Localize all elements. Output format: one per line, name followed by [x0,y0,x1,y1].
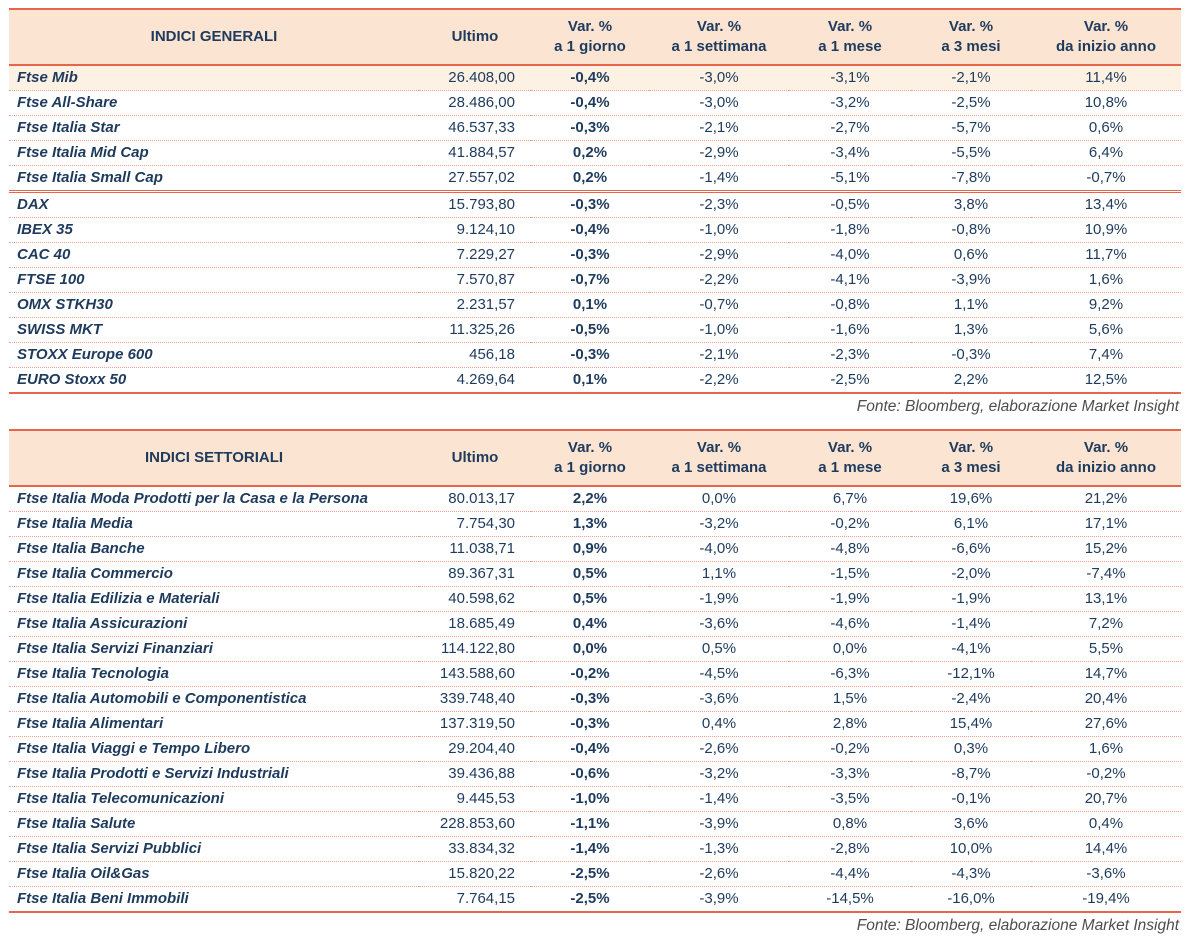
var-value: -3,0% [649,91,789,116]
last-value: 114.122,80 [419,637,531,662]
var-value: 1,6% [1031,737,1181,762]
table-row [9,91,1181,116]
var-value: -2,3% [649,192,789,218]
table-row [9,141,1181,166]
var-value: 1,1% [911,293,1031,318]
index-name: Ftse Italia Commercio [9,562,419,587]
last-value: 26.408,00 [419,65,531,91]
last-value: 29.204,40 [419,737,531,762]
var-value: -4,0% [789,243,911,268]
table-row [9,587,1181,612]
last-value: 7.764,15 [419,887,531,913]
var-value: -2,1% [649,343,789,368]
table-row [9,562,1181,587]
var-value: -5,1% [789,166,911,192]
var-value: -0,2% [531,662,649,687]
index-name: Ftse Italia Servizi Pubblici [9,837,419,862]
var-value: -4,0% [649,537,789,562]
var-value: 2,8% [789,712,911,737]
table-row [9,812,1181,837]
var-value: -0,3% [531,192,649,218]
var-label: Var. % [1083,439,1129,456]
last-value: 40.598,62 [419,587,531,612]
var-value: 0,8% [789,812,911,837]
table-row [9,166,1181,192]
var-value: -3,9% [649,812,789,837]
var-value: -0,3% [531,687,649,712]
var-value: -2,5% [911,91,1031,116]
table-row [9,737,1181,762]
var-value: 10,0% [911,837,1031,862]
var-value: -12,1% [911,662,1031,687]
table-row [9,243,1181,268]
var-value: -0,4% [531,65,649,91]
var-label: Var. % [827,18,873,35]
var-value: -0,2% [1031,762,1181,787]
var-value: -3,6% [1031,862,1181,887]
var-value: 0,4% [1031,812,1181,837]
source-note: Fonte: Bloomberg, elaborazione Market Insight [856,917,1179,934]
var-value: -3,9% [911,268,1031,293]
index-name: DAX [9,192,419,218]
table-row [9,116,1181,141]
index-name: IBEX 35 [9,218,419,243]
var-value: -0,8% [789,293,911,318]
var-value: -0,3% [531,712,649,737]
var-value: 1,5% [789,687,911,712]
var-value: 19,6% [911,486,1031,512]
table-row [9,537,1181,562]
col-header-var-1-giorno [531,430,649,486]
var-value: 0,4% [649,712,789,737]
var-label: Var. % [948,439,994,456]
var-value: 7,2% [1031,612,1181,637]
header-row [9,430,1181,486]
last-value: 80.013,17 [419,486,531,512]
var-value: -4,1% [911,637,1031,662]
var-value: -0,7% [1031,166,1181,192]
table-row [9,268,1181,293]
table-row [9,787,1181,812]
var-value: 15,2% [1031,537,1181,562]
var-label: Var. % [696,439,742,456]
var-value: 17,1% [1031,512,1181,537]
period-label: da inizio anno [1056,459,1156,476]
var-value: -5,5% [911,141,1031,166]
var-value: 0,9% [531,537,649,562]
var-value: -4,6% [789,612,911,637]
last-value: 11.325,26 [419,318,531,343]
index-name: Ftse Italia Mid Cap [9,141,419,166]
last-value: 11.038,71 [419,537,531,562]
last-value: 7.570,87 [419,268,531,293]
col-header-var-1-settimana [649,430,789,486]
var-value: 0,1% [531,293,649,318]
var-value: 15,4% [911,712,1031,737]
var-value: 0,1% [531,368,649,394]
table-row [9,637,1181,662]
var-value: -1,6% [789,318,911,343]
header-row [9,9,1181,65]
var-value: -3,2% [649,762,789,787]
index-name: EURO Stoxx 50 [9,368,419,394]
var-value: 27,6% [1031,712,1181,737]
period-label: a 1 settimana [671,38,767,55]
var-value: 12,5% [1031,368,1181,394]
var-value: -7,8% [911,166,1031,192]
var-value: -4,3% [911,862,1031,887]
index-name: Ftse Italia Star [9,116,419,141]
var-label: Var. % [567,439,613,456]
var-value: -0,3% [531,243,649,268]
var-value: -3,2% [789,91,911,116]
var-value: -2,6% [649,737,789,762]
index-name: Ftse Italia Tecnologia [9,662,419,687]
var-value: 0,6% [1031,116,1181,141]
var-value: -3,5% [789,787,911,812]
var-label: Var. % [567,18,613,35]
var-value: 0,5% [531,587,649,612]
var-value: -0,6% [531,762,649,787]
last-value: 7.754,30 [419,512,531,537]
var-value: 20,4% [1031,687,1181,712]
var-value: -2,9% [649,243,789,268]
var-value: -0,2% [789,737,911,762]
var-value: -14,5% [789,887,911,913]
period-label: a 1 mese [818,38,882,55]
var-value: -2,4% [911,687,1031,712]
var-value: -0,3% [911,343,1031,368]
var-value: -1,5% [789,562,911,587]
last-value: 46.537,33 [419,116,531,141]
var-value: 0,2% [531,166,649,192]
var-value: -0,8% [911,218,1031,243]
var-value: -3,1% [789,65,911,91]
table-row [9,762,1181,787]
var-value: -3,0% [649,65,789,91]
var-value: -4,1% [789,268,911,293]
index-name: STOXX Europe 600 [9,343,419,368]
col-header-var-3-mesi [911,430,1031,486]
table-row [9,712,1181,737]
var-value: -1,4% [531,837,649,862]
var-value: -1,3% [649,837,789,862]
index-name: Ftse Italia Prodotti e Servizi Industriali [9,762,419,787]
table-row [9,318,1181,343]
var-value: 3,6% [911,812,1031,837]
index-name: SWISS MKT [9,318,419,343]
period-label: a 1 giorno [554,38,626,55]
table-row [9,662,1181,687]
var-value: -6,3% [789,662,911,687]
var-value: -3,6% [649,612,789,637]
var-value: 0,2% [531,141,649,166]
var-value: 0,0% [789,637,911,662]
var-value: -0,3% [531,343,649,368]
last-value: 33.834,32 [419,837,531,862]
var-value: -0,7% [531,268,649,293]
last-value: 143.588,60 [419,662,531,687]
var-value: -1,4% [649,166,789,192]
var-value: 13,1% [1031,587,1181,612]
var-value: 14,7% [1031,662,1181,687]
index-name: Ftse Italia Moda Prodotti per la Casa e la Persona [9,486,419,512]
last-value: 4.269,64 [419,368,531,394]
var-label: Var. % [948,18,994,35]
var-label: Var. % [827,439,873,456]
last-value: 339.748,40 [419,687,531,712]
var-value: 0,6% [911,243,1031,268]
index-name: Ftse All-Share [9,91,419,116]
period-label: a 1 mese [818,459,882,476]
var-value: -2,1% [911,65,1031,91]
var-value: 2,2% [911,368,1031,394]
var-value: -0,1% [911,787,1031,812]
table-row [9,65,1181,91]
index-name: Ftse Italia Oil&Gas [9,862,419,887]
index-name: Ftse Italia Salute [9,812,419,837]
col-header-var-1-giorno [531,9,649,65]
table-body [9,486,1181,912]
table-row [9,612,1181,637]
last-value: 228.853,60 [419,812,531,837]
var-label: Var. % [696,18,742,35]
var-value: -4,5% [649,662,789,687]
col-header-var-1-mese [789,430,911,486]
var-value: 1,3% [531,512,649,537]
index-name: Ftse Italia Viaggi e Tempo Libero [9,737,419,762]
var-value: 10,8% [1031,91,1181,116]
table-row [9,293,1181,318]
var-value: 0,3% [911,737,1031,762]
table-row [9,687,1181,712]
last-value: 41.884,57 [419,141,531,166]
period-label: a 1 settimana [671,459,767,476]
var-value: -6,6% [911,537,1031,562]
var-value: -0,4% [531,737,649,762]
var-value: 6,7% [789,486,911,512]
col-header-ultimo: Ultimo [419,9,531,65]
table-row [9,837,1181,862]
var-value: 6,4% [1031,141,1181,166]
last-value: 28.486,00 [419,91,531,116]
last-value: 15.820,22 [419,862,531,887]
var-value: 7,4% [1031,343,1181,368]
last-value: 9.124,10 [419,218,531,243]
var-value: 1,6% [1031,268,1181,293]
last-value: 137.319,50 [419,712,531,737]
source-note: Fonte: Bloomberg, elaborazione Market Insight [856,398,1179,415]
var-value: 11,4% [1031,65,1181,91]
index-name: FTSE 100 [9,268,419,293]
last-value: 27.557,02 [419,166,531,192]
var-value: -0,7% [649,293,789,318]
var-value: -2,2% [649,268,789,293]
var-value: 14,4% [1031,837,1181,862]
period-label: a 3 mesi [941,459,1001,476]
var-value: -1,4% [911,612,1031,637]
last-value: 89.367,31 [419,562,531,587]
var-value: -1,4% [649,787,789,812]
var-value: -0,5% [789,192,911,218]
var-value: -4,8% [789,537,911,562]
var-value: -16,0% [911,887,1031,913]
var-value: -2,8% [789,837,911,862]
var-value: -3,3% [789,762,911,787]
table-row [9,218,1181,243]
table-title: INDICI SETTORIALI [9,430,419,486]
table-row [9,486,1181,512]
var-value: -3,4% [789,141,911,166]
var-value: -0,5% [531,318,649,343]
last-value: 39.436,88 [419,762,531,787]
index-name: CAC 40 [9,243,419,268]
table-row [9,862,1181,887]
last-value: 15.793,80 [419,192,531,218]
var-value: -1,8% [789,218,911,243]
indici-generali-table [9,8,1181,394]
var-value: -1,9% [911,587,1031,612]
var-value: 3,8% [911,192,1031,218]
index-name: Ftse Italia Telecomunicazioni [9,787,419,812]
var-value: -4,4% [789,862,911,887]
index-name: Ftse Italia Beni Immobili [9,887,419,913]
table-row [9,887,1181,913]
col-header-var-1-settimana [649,9,789,65]
var-value: 10,9% [1031,218,1181,243]
index-name: OMX STKH30 [9,293,419,318]
var-value: 0,5% [649,637,789,662]
last-value: 2.231,57 [419,293,531,318]
var-value: 2,2% [531,486,649,512]
period-label: da inizio anno [1056,38,1156,55]
col-header-var-1-mese [789,9,911,65]
last-value: 9.445,53 [419,787,531,812]
table-row [9,368,1181,394]
table-row [9,192,1181,218]
var-value: -2,1% [649,116,789,141]
var-value: -19,4% [1031,887,1181,913]
index-name: Ftse Italia Automobili e Componentistica [9,687,419,712]
var-value: 0,5% [531,562,649,587]
index-name: Ftse Italia Assicurazioni [9,612,419,637]
period-label: a 3 mesi [941,38,1001,55]
last-value: 18.685,49 [419,612,531,637]
var-value: -1,1% [531,812,649,837]
var-value: -2,7% [789,116,911,141]
col-header-ultimo: Ultimo [419,430,531,486]
var-value: -0,2% [789,512,911,537]
var-value: -3,6% [649,687,789,712]
var-value: -8,7% [911,762,1031,787]
var-value: 5,6% [1031,318,1181,343]
var-value: 1,3% [911,318,1031,343]
period-label: a 1 giorno [554,459,626,476]
var-value: -5,7% [911,116,1031,141]
var-value: 11,7% [1031,243,1181,268]
var-value: -1,0% [649,218,789,243]
indici-settoriali-table [9,429,1181,913]
col-header-var-inizio-anno [1031,9,1181,65]
col-header-var-inizio-anno [1031,430,1181,486]
var-value: -1,9% [789,587,911,612]
var-value: -2,5% [531,887,649,913]
index-name: Ftse Mib [9,65,419,91]
col-header-var-3-mesi [911,9,1031,65]
index-name: Ftse Italia Small Cap [9,166,419,192]
var-value: -2,0% [911,562,1031,587]
var-value: -2,5% [789,368,911,394]
table-title: INDICI GENERALI [9,9,419,65]
var-value: -2,2% [649,368,789,394]
var-value: -0,3% [531,116,649,141]
last-value: 7.229,27 [419,243,531,268]
table-row [9,512,1181,537]
last-value: 456,18 [419,343,531,368]
var-value: 9,2% [1031,293,1181,318]
var-value: -2,3% [789,343,911,368]
var-value: -3,9% [649,887,789,913]
var-value: -2,5% [531,862,649,887]
var-value: 20,7% [1031,787,1181,812]
var-value: -3,2% [649,512,789,537]
var-value: 0,4% [531,612,649,637]
var-value: 0,0% [649,486,789,512]
var-value: -7,4% [1031,562,1181,587]
var-value: 21,2% [1031,486,1181,512]
index-name: Ftse Italia Servizi Finanziari [9,637,419,662]
var-value: 1,1% [649,562,789,587]
var-value: -1,0% [531,787,649,812]
var-value: -2,9% [649,141,789,166]
index-name: Ftse Italia Alimentari [9,712,419,737]
index-name: Ftse Italia Media [9,512,419,537]
var-value: 6,1% [911,512,1031,537]
index-name: Ftse Italia Edilizia e Materiali [9,587,419,612]
table-row [9,343,1181,368]
var-value: -2,6% [649,862,789,887]
var-value: -0,4% [531,218,649,243]
var-value: -0,4% [531,91,649,116]
var-value: 13,4% [1031,192,1181,218]
var-value: 0,0% [531,637,649,662]
table-body [9,65,1181,393]
var-value: -1,0% [649,318,789,343]
var-value: -1,9% [649,587,789,612]
var-value: 5,5% [1031,637,1181,662]
var-label: Var. % [1083,18,1129,35]
index-name: Ftse Italia Banche [9,537,419,562]
